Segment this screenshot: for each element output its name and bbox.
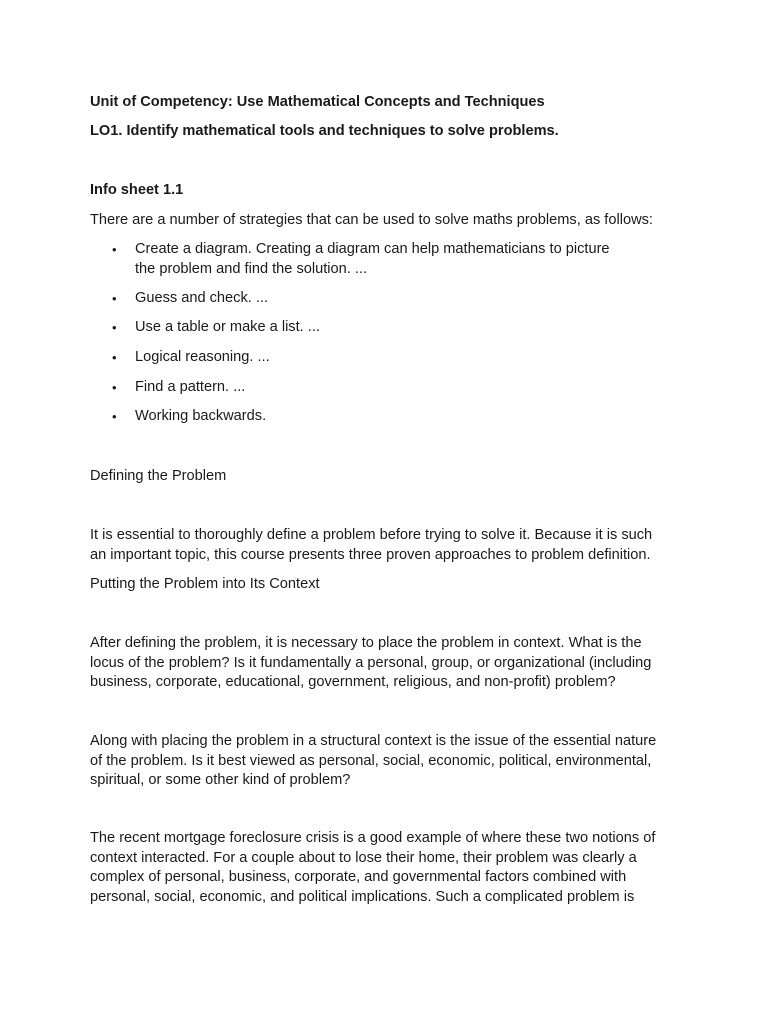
list-item-text: Working backwards. — [135, 408, 267, 424]
nature-paragraph: Along with placing the problem in a structural context is the issue of the essential nature of the problem. Is it best viewed as personal, social, economic, political, environmental, spiritual, or some other kind of problem? — [90, 733, 657, 788]
bullet-icon: • — [112, 242, 117, 257]
list-item-text: Create a diagram. Creating a diagram can help mathematicians to picture the problem and find the solution. ... — [135, 241, 610, 277]
list-item-text: Find a pattern. ... — [135, 379, 246, 395]
info-sheet-heading: Info sheet 1.1 — [90, 182, 184, 198]
bullet-icon: • — [112, 380, 117, 395]
context-heading: Putting the Problem into Its Context — [90, 576, 320, 592]
unit-title: Unit of Competency: Use Mathematical Concepts and Techniques — [90, 94, 545, 110]
context-paragraph: After defining the problem, it is necessary to place the problem in context. What is the locus of the problem? Is it fundamentally a personal, group, or organizational (including business, corporate, educational, government, religious, and non-profit) problem? — [90, 635, 652, 690]
list-item-text: Guess and check. ... — [135, 290, 269, 306]
lo-title: LO1. Identify mathematical tools and techniques to solve problems. — [90, 123, 559, 139]
defining-paragraph: It is essential to thoroughly define a problem before trying to solve it. Because it is such an important topic, this course presents three proven approaches to problem definition. — [90, 527, 653, 563]
list-item-text: Use a table or make a list. ... — [135, 319, 320, 335]
bullet-icon: • — [112, 291, 117, 306]
intro-paragraph: There are a number of strategies that can be used to solve maths problems, as follows: — [90, 212, 653, 228]
bullet-icon: • — [112, 350, 117, 365]
list-item-text: Logical reasoning. ... — [135, 349, 270, 365]
bullet-icon: • — [112, 409, 117, 424]
mortgage-paragraph: The recent mortgage foreclosure crisis is a good example of where these two notions of context interacted. For a couple about to lose their home, their problem was clearly a complex of personal, business, corporate, and governmental factors combined with personal, social, economic, and political implications. Such a complicated problem is — [90, 830, 656, 905]
bullet-icon: • — [112, 320, 117, 335]
defining-heading: Defining the Problem — [90, 468, 227, 484]
